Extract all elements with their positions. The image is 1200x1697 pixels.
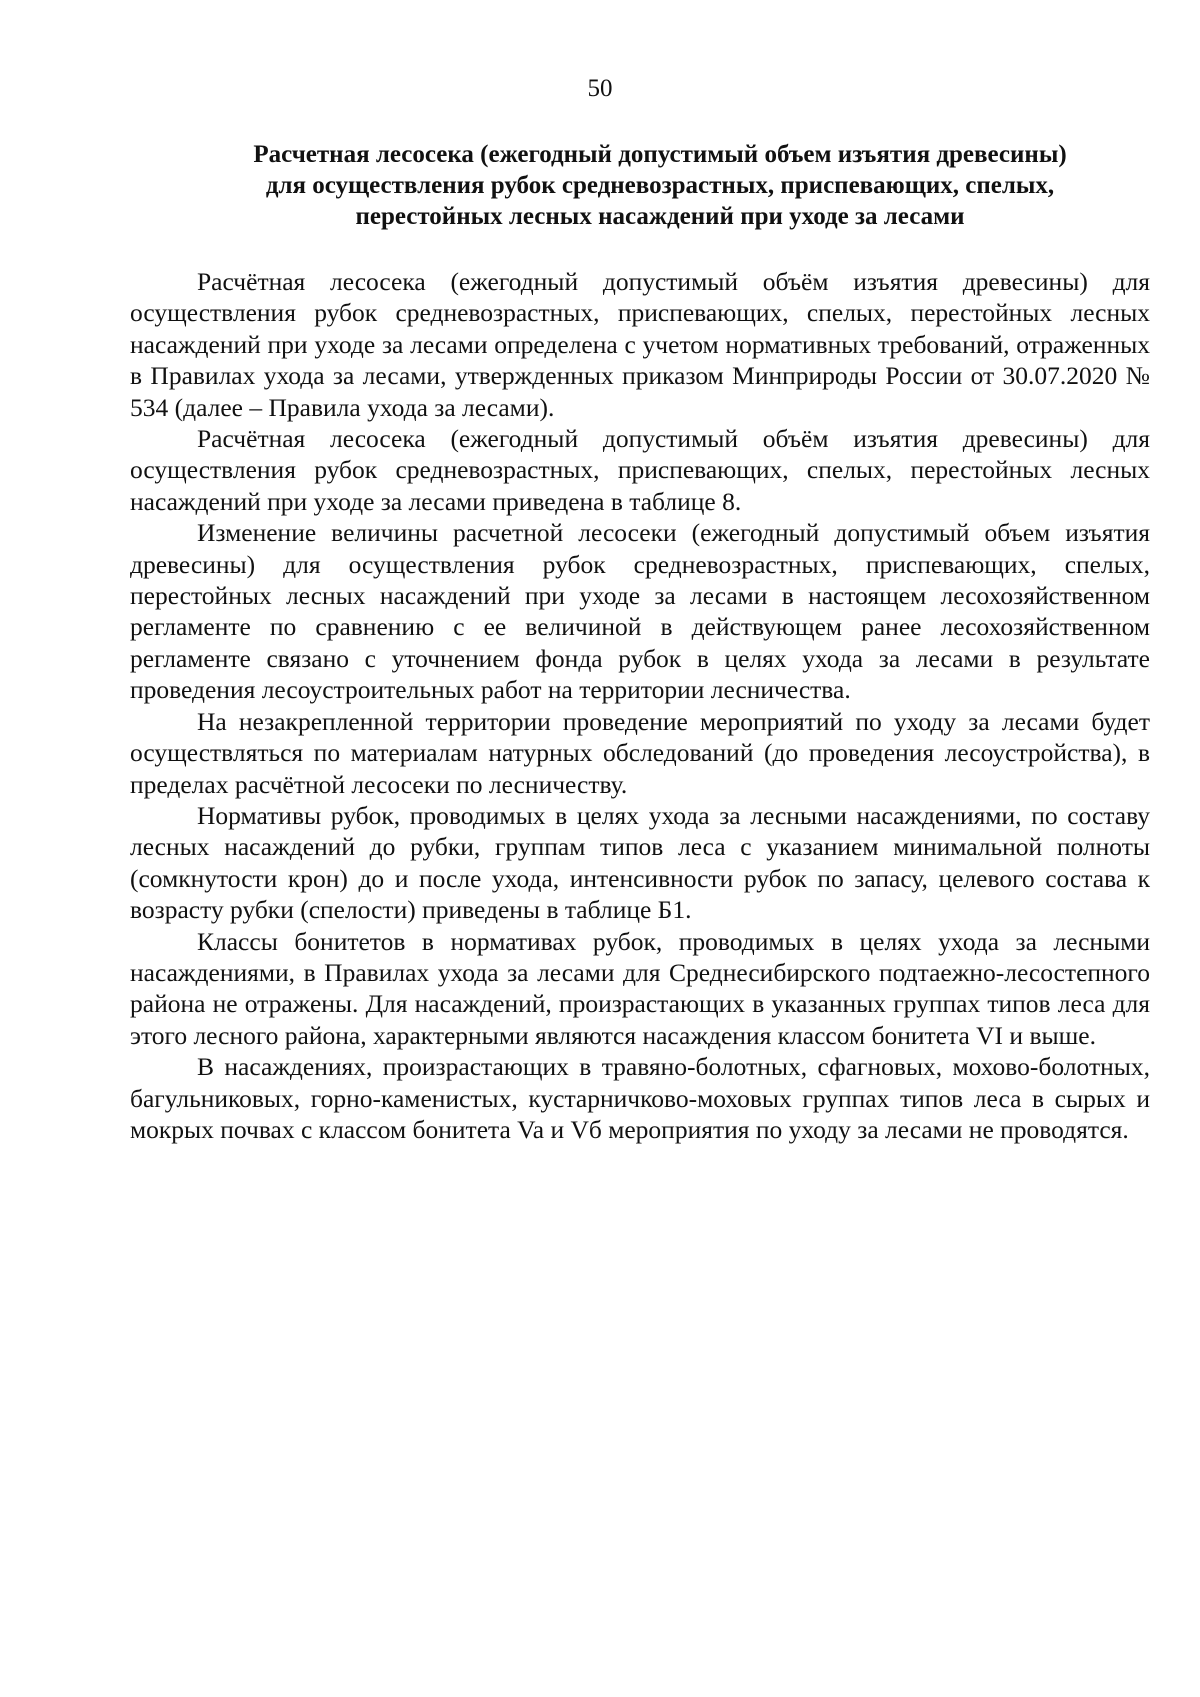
paragraph: Классы бонитетов в нормативах рубок, проводимых в целях ухода за лесными насаждениями, в Правилах ухода за лесами для Среднесибирского подтаежно-лесостепного района не отражены. Для насаждений, произрастающих в указанных группах типов леса для этого лесного района, характерными являются насаждения классом бонитета VI и выше. (130, 926, 1150, 1050)
paragraph: Нормативы рубок, проводимых в целях ухода за лесными насаждениями, по составу лесных насаждений до рубки, группам типов леса с указанием минимальной полноты (сомкнутости крон) до и после ухода, интенсивности рубок по запасу, целевого состава к возрасту рубки (спелости) приведены в таблице Б1. (130, 800, 1150, 925)
paragraph: Изменение величины расчетной лесосеки (ежегодный допустимый объем изъятия древесины) для осуществления рубок средневозрастных, приспевающих, спелых, перестойных лесных насаждений при уходе за лесами в настоящем лесохозяйственном регламенте по сравнению с ее величиной в действующем ранее лесохозяйственном регламенте связано с уточнением фонда рубок в целях ухода за лесами в результате проведения лесоустроительных работ на территории лесничества. (130, 518, 1150, 705)
section-title-line: для осуществления рубок средневозрастных, приспевающих, спелых, (265, 172, 1055, 199)
paragraph: Расчётная лесосека (ежегодный допустимый объём изъятия древесины) для осуществления рубок средневозрастных, приспевающих, спелых, перестойных лесных насаждений при уходе за лесами приведена в таблице 8. (130, 424, 1150, 516)
page-number: 50 (587, 75, 613, 102)
section-title-line: Расчетная лесосека (ежегодный допустимый объем изъятия древесины) (253, 141, 1067, 168)
paragraph: В насаждениях, произрастающих в травяно-болотных, сфагновых, мохово-болотных, багульниковых, горно-каменистых, кустарничково-моховых группах типов леса в сырых и мокрых почвах с классом бонитета Va и Vб мероприятия по уходу за лесами не проводятся. (130, 1052, 1150, 1144)
paragraph: На незакрепленной территории проведение мероприятий по уходу за лесами будет осуществляться по материалам натурных обследований (до проведения лесоустройства), в пределах расчётной лесосеки по лесничеству. (130, 706, 1150, 799)
body-text (130, 266, 1150, 1145)
section-title-line: перестойных лесных насаждений при уходе за лесами (355, 203, 965, 230)
paragraph: Расчётная лесосека (ежегодный допустимый объём изъятия древесины) для осуществления рубок средневозрастных, приспевающих, спелых, перестойных лесных насаждений при уходе за лесами определена с учетом нормативных требований, отраженных в Правилах ухода за лесами, утвержденных приказом Минприроды России от 30.07.2020 № 534 (далее – Правила ухода за лесами). (130, 267, 1150, 422)
section-title (160, 139, 1160, 232)
